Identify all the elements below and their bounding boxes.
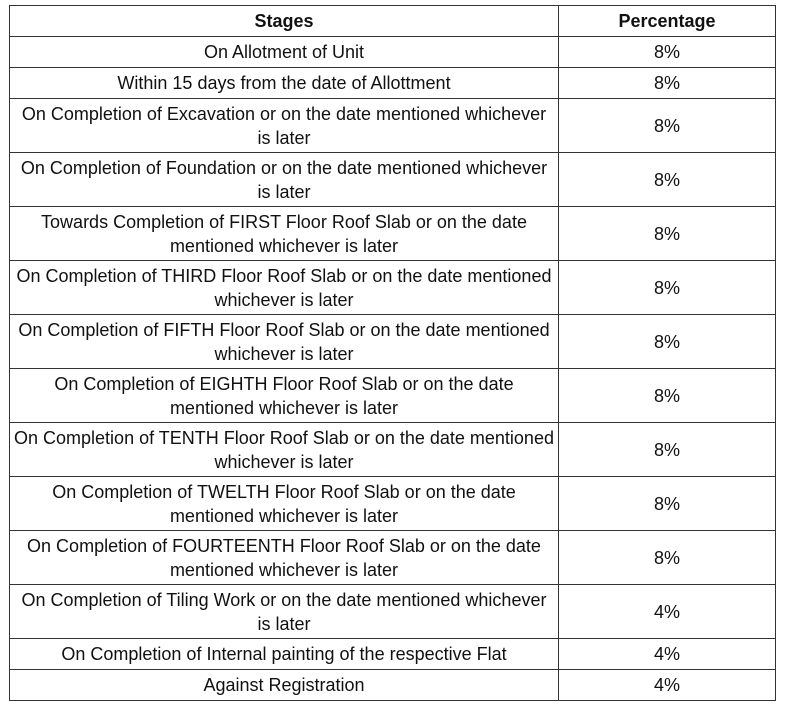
- stage-cell: On Completion of THIRD Floor Roof Slab or on the date mentioned whichever is later: [10, 261, 559, 315]
- percentage-cell: 4%: [559, 585, 776, 639]
- stage-cell: Towards Completion of FIRST Floor Roof Slab or on the date mentioned whichever is later: [10, 207, 559, 261]
- table-row: [10, 315, 776, 369]
- stage-cell: Within 15 days from the date of Allottment: [10, 68, 559, 99]
- payment-stages-table: [9, 5, 776, 701]
- stage-cell: On Completion of Excavation or on the date mentioned whichever is later: [10, 99, 559, 153]
- stage-cell: On Completion of FOURTEENTH Floor Roof Slab or on the date mentioned whichever is later: [10, 531, 559, 585]
- stage-cell: On Completion of Tiling Work or on the date mentioned whichever is later: [10, 585, 559, 639]
- table-row: [10, 585, 776, 639]
- percentage-cell: 8%: [559, 369, 776, 423]
- table-row: [10, 68, 776, 99]
- percentage-cell: 8%: [559, 153, 776, 207]
- stages-header: Stages: [10, 6, 559, 37]
- stage-cell: On Allotment of Unit: [10, 37, 559, 68]
- table-row: [10, 369, 776, 423]
- stage-cell: On Completion of TWELTH Floor Roof Slab or on the date mentioned whichever is later: [10, 477, 559, 531]
- percentage-cell: 8%: [559, 423, 776, 477]
- table-row: [10, 153, 776, 207]
- table-row: [10, 477, 776, 531]
- stage-cell: On Completion of EIGHTH Floor Roof Slab or on the date mentioned whichever is later: [10, 369, 559, 423]
- stage-cell: On Completion of TENTH Floor Roof Slab or on the date mentioned whichever is later: [10, 423, 559, 477]
- percentage-cell: 4%: [559, 670, 776, 701]
- table-row: [10, 423, 776, 477]
- percentage-cell: 8%: [559, 261, 776, 315]
- table-row: [10, 639, 776, 670]
- table-row: [10, 207, 776, 261]
- table-row: [10, 99, 776, 153]
- percentage-cell: 8%: [559, 531, 776, 585]
- stage-cell: On Completion of FIFTH Floor Roof Slab or on the date mentioned whichever is later: [10, 315, 559, 369]
- table-row: [10, 37, 776, 68]
- percentage-cell: 8%: [559, 477, 776, 531]
- table-row: [10, 531, 776, 585]
- percentage-header: Percentage: [559, 6, 776, 37]
- percentage-cell: 8%: [559, 37, 776, 68]
- percentage-cell: 8%: [559, 207, 776, 261]
- percentage-cell: 8%: [559, 68, 776, 99]
- percentage-cell: 4%: [559, 639, 776, 670]
- percentage-cell: 8%: [559, 315, 776, 369]
- stage-cell: On Completion of Internal painting of the respective Flat: [10, 639, 559, 670]
- stage-cell: On Completion of Foundation or on the date mentioned whichever is later: [10, 153, 559, 207]
- percentage-cell: 8%: [559, 99, 776, 153]
- header-row: [10, 6, 776, 37]
- stage-cell: Against Registration: [10, 670, 559, 701]
- table-row: [10, 670, 776, 701]
- table-row: [10, 261, 776, 315]
